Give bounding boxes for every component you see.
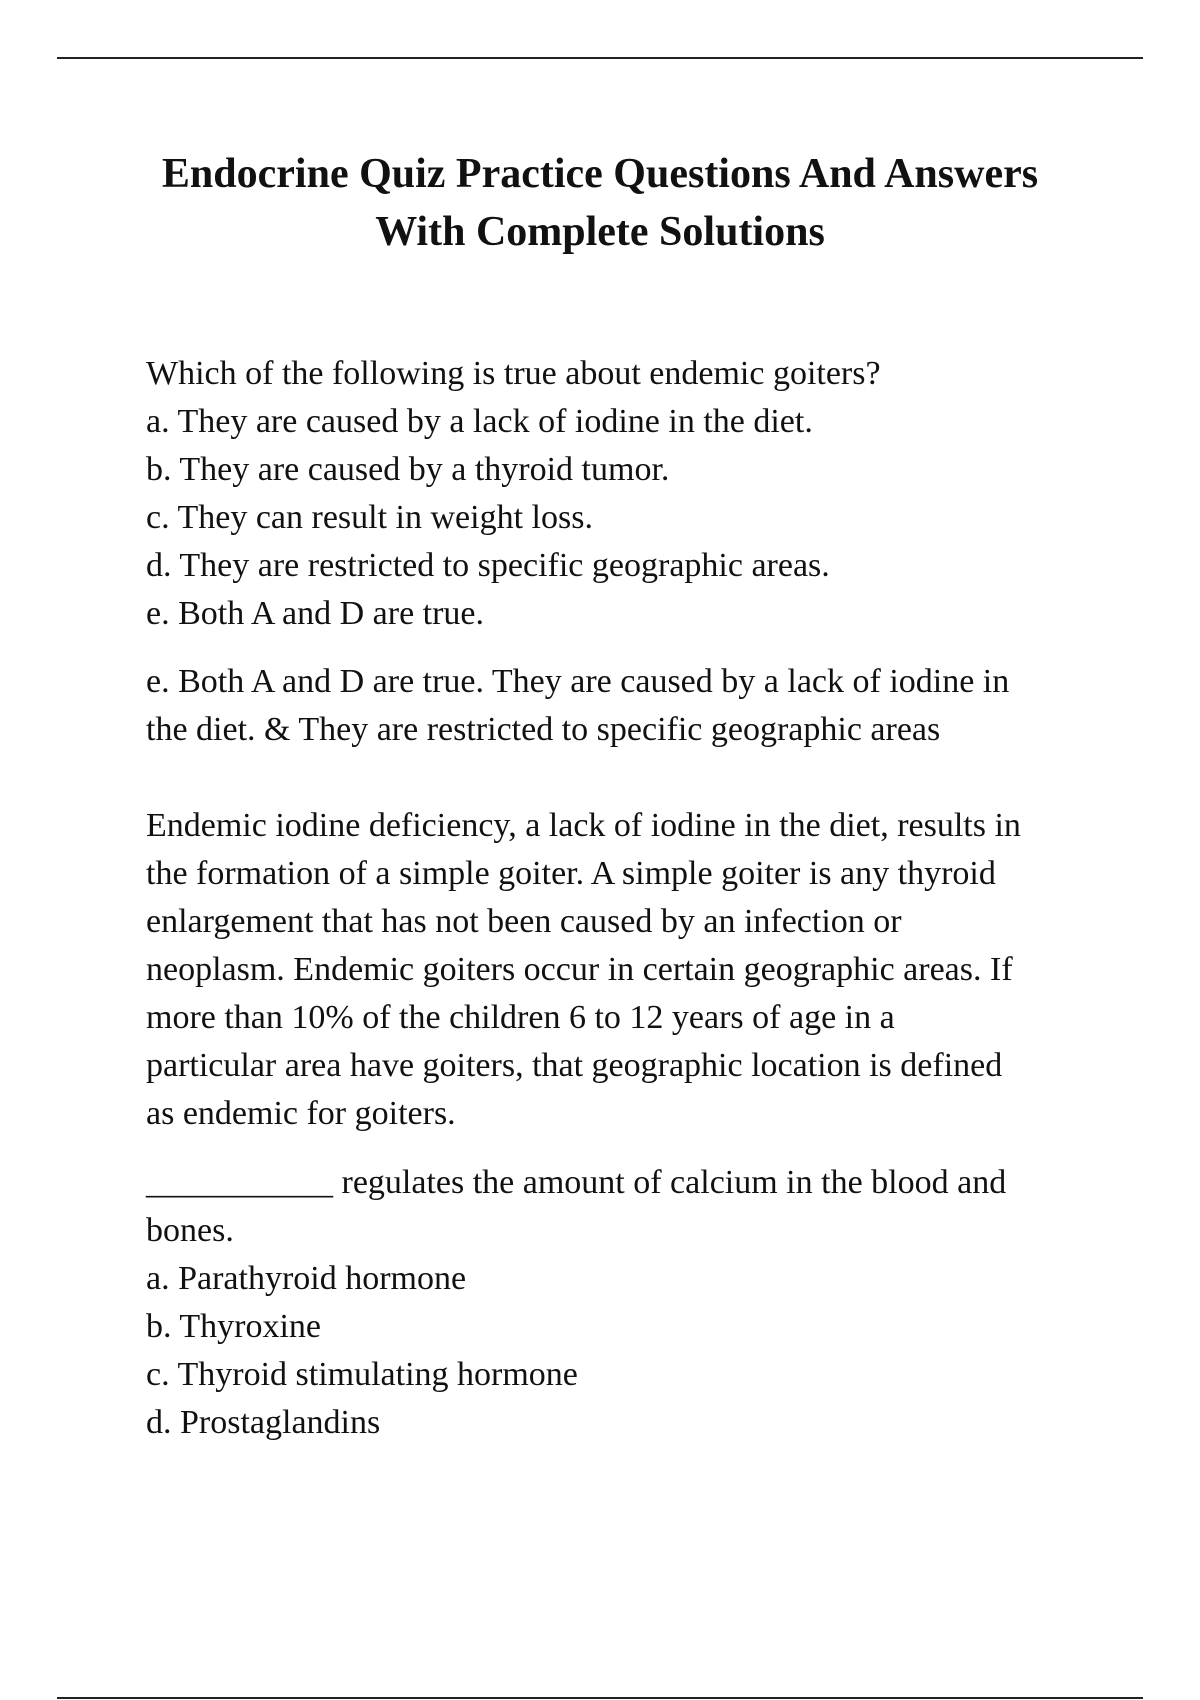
question-1 (146, 350, 1106, 638)
option-item: c. They can result in weight loss. (146, 499, 593, 536)
option-item: b. They are caused by a thyroid tumor. (146, 451, 670, 488)
title-line: Endocrine Quiz Practice Questions And Answers (161, 151, 1039, 197)
explanation-line: the formation of a simple goiter. A simple goiter is any thyroid (146, 855, 996, 892)
title-line: With Complete Solutions (375, 209, 825, 255)
question-2-options (146, 1255, 1106, 1447)
option-item: b. Thyroxine (146, 1308, 322, 1345)
explanation-line: as endemic for goiters. (146, 1095, 456, 1132)
explanation-line: enlargement that has not been caused by an infection or (146, 903, 902, 940)
option-item: a. Parathyroid hormone (146, 1260, 467, 1297)
answer-line: the diet. & They are restricted to specific geographic areas (146, 711, 941, 748)
answer-line: e. Both A and D are true. They are caused by a lack of iodine in (146, 663, 1010, 700)
document-title (100, 145, 1100, 261)
bottom-divider (57, 1697, 1143, 1699)
question-2-prompt: bones. (146, 1212, 234, 1249)
explanation-line: particular area have goiters, that geographic location is defined (146, 1047, 1003, 1084)
option-item: a. They are caused by a lack of iodine in the diet. (146, 403, 813, 440)
question-2-prompt: ___________ regulates the amount of calcium in the blood and (146, 1164, 1007, 1201)
explanation-line: Endemic iodine deficiency, a lack of iodine in the diet, results in (146, 807, 1021, 844)
question-1-options (146, 398, 1106, 638)
top-divider (57, 57, 1143, 59)
question-1-answer (146, 658, 1106, 754)
document-body (146, 350, 1106, 1447)
option-item: d. Prostaglandins (146, 1404, 381, 1441)
question-1-explanation (146, 802, 1106, 1138)
option-item: e. Both A and D are true. (146, 595, 485, 632)
question-2 (146, 1159, 1106, 1447)
option-item: c. Thyroid stimulating hormone (146, 1356, 578, 1393)
option-item: d. They are restricted to specific geographic areas. (146, 547, 830, 584)
explanation-line: more than 10% of the children 6 to 12 years of age in a (146, 999, 895, 1036)
explanation-line: neoplasm. Endemic goiters occur in certain geographic areas. If (146, 951, 1013, 988)
question-1-prompt: Which of the following is true about endemic goiters? (146, 355, 881, 392)
